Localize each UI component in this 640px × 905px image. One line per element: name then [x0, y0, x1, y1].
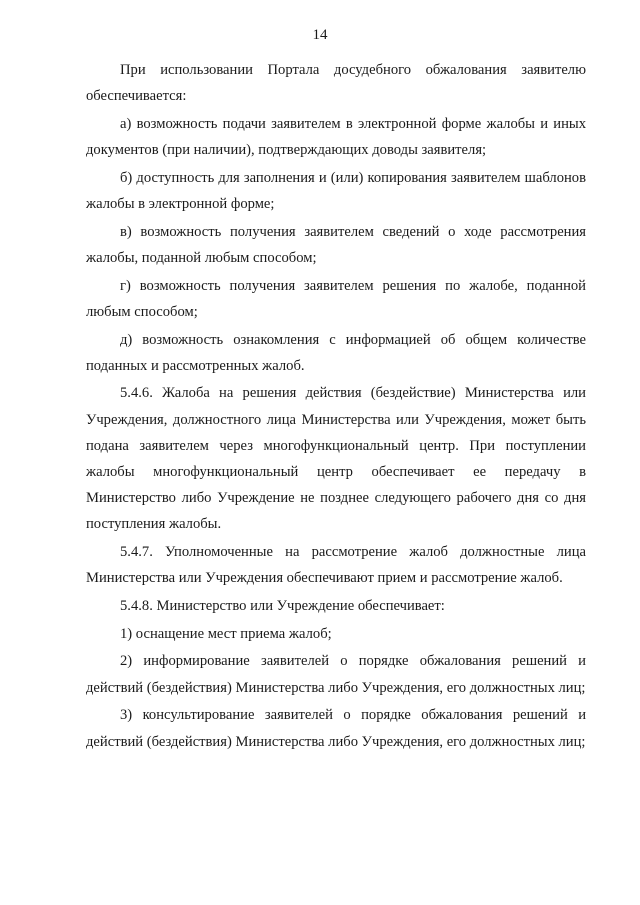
paragraph-list-3: 3) консультирование заявителей о порядке обжалования решений и действий (бездействия) Министерства либо Учреждения, его должностных лиц; [86, 707, 586, 750]
paragraph-item-v: в) возможность получения заявителем сведений о ходе рассмотрения жалобы, поданной любым способом; [86, 223, 586, 266]
paragraph-5-4-8: 5.4.8. Министерство или Учреждение обеспечивает: [120, 598, 445, 615]
paragraph-5-4-7: 5.4.7. Уполномоченные на рассмотрение жалоб должностные лица Министерства или Учреждения обеспечивают прием и рассмотрение жалоб. [86, 544, 586, 587]
paragraph-item-g: г) возможность получения заявителем решения по жалобе, поданной любым способом; [86, 277, 586, 320]
paragraph-item-d: д) возможность ознакомления с информацией об общем количестве поданных и рассмотренных жалоб. [86, 331, 586, 374]
paragraph-item-b: б) доступность для заполнения и (или) копирования заявителем шаблонов жалобы в электронной форме; [86, 169, 586, 213]
paragraph-5-4-6: 5.4.6. Жалоба на решения действия (бездействие) Министерства или Учреждения, должностного лица Министерства или Учреждения, может быть подана заявителем через многофункциональный центр. При поступлении жалобы многофункциональный центр обеспечивает ее передачу в Министерство либо Учреждение не позднее следующего рабочего дня со дня поступления жалобы. [86, 385, 586, 533]
paragraph-item-a: а) возможность подачи заявителем в электронной форме жалобы и иных документов (при наличии), подтверждающих доводы заявителя; [86, 115, 586, 159]
paragraph-list-1: 1) оснащение мест приема жалоб; [120, 625, 332, 642]
paragraph-list-2: 2) информирование заявителей о порядке обжалования решений и действий (бездействия) Министерства либо Учреждения, его должностных лиц; [86, 653, 586, 696]
page-number: 14 [312, 27, 328, 43]
document-body [86, 57, 586, 755]
paragraph-intro: При использовании Портала досудебного обжалования заявителю обеспечивается: [86, 62, 586, 105]
